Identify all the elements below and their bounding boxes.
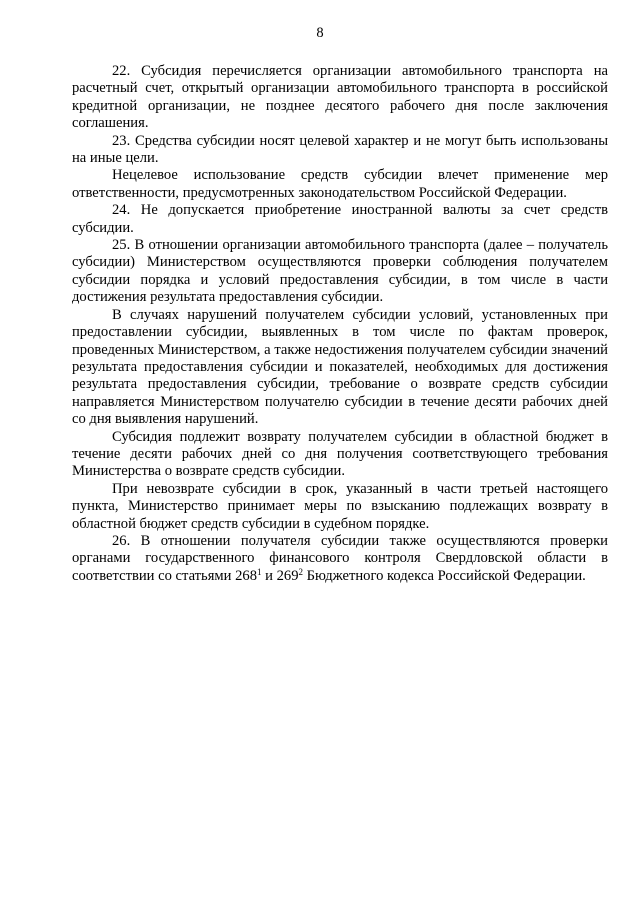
paragraph-25-refund: Субсидия подлежит возврату получателем субсидии в областной бюджет в течение десяти рабочих дней со дня получения соответствующего требования Министерства о возврате средств субсидии. (72, 428, 608, 480)
document-body (72, 63, 608, 585)
paragraph-25: 25. В отношении организации автомобильного транспорта (далее – получатель субсидии) Министерством осуществляются проверки соблюдения получателем субсидии порядка и условий предоставления субсидии, в том числе в части достижения результата предоставления субсидии. (72, 237, 608, 306)
paragraph-24: 24. Не допускается приобретение иностранной валюты за счет средств субсидии. (72, 202, 608, 236)
paragraph-26-part2: и 269 (261, 567, 299, 584)
paragraph-26-part1: 26. В отношении получателя субсидии также осуществляются проверки органами государственного финансового контроля Свердловской области в соответствии со статьями 268 (72, 532, 608, 584)
paragraph-22: 22. Субсидия перечисляется организации автомобильного транспорта на расчетный счет, открытый организации автомобильного транспорта в российской кредитной организации, не позднее десятого рабочего дня после заключения соглашения. (72, 63, 608, 132)
paragraph-26-part3: Бюджетного кодекса Российской Федерации. (303, 567, 586, 584)
page-number: 8 (316, 25, 324, 41)
paragraph-25-non-refund: При невозврате субсидии в срок, указанный в части третьей настоящего пункта, Министерство принимает меры по взысканию подлежащих возврату в областной бюджет средств субсидии в судебном порядке. (72, 480, 608, 532)
article-269-superscript: 2 (298, 566, 303, 577)
paragraph-26 (72, 533, 608, 585)
paragraph-23-misuse: Нецелевое использование средств субсидии влечет применение мер ответственности, предусмотренных законодательством Российской Федерации. (72, 167, 608, 201)
article-268-superscript: 1 (257, 566, 262, 577)
paragraph-23: 23. Средства субсидии носят целевой характер и не могут быть использованы на иные цели. (72, 132, 608, 167)
paragraph-25-violations: В случаях нарушений получателем субсидии условий, установленных при предоставлении субсидии, выявленных в том числе по фактам проверок, проведенных Министерством, а также недостижения получателем субсидии значений результата предоставления субсидии и показателей, необходимых для достижения результата предоставления субсидии, требование о возврате средств субсидии направляется Министерством получателю субсидии в течение десяти рабочих дней со дня выявления нарушений. (72, 306, 608, 428)
